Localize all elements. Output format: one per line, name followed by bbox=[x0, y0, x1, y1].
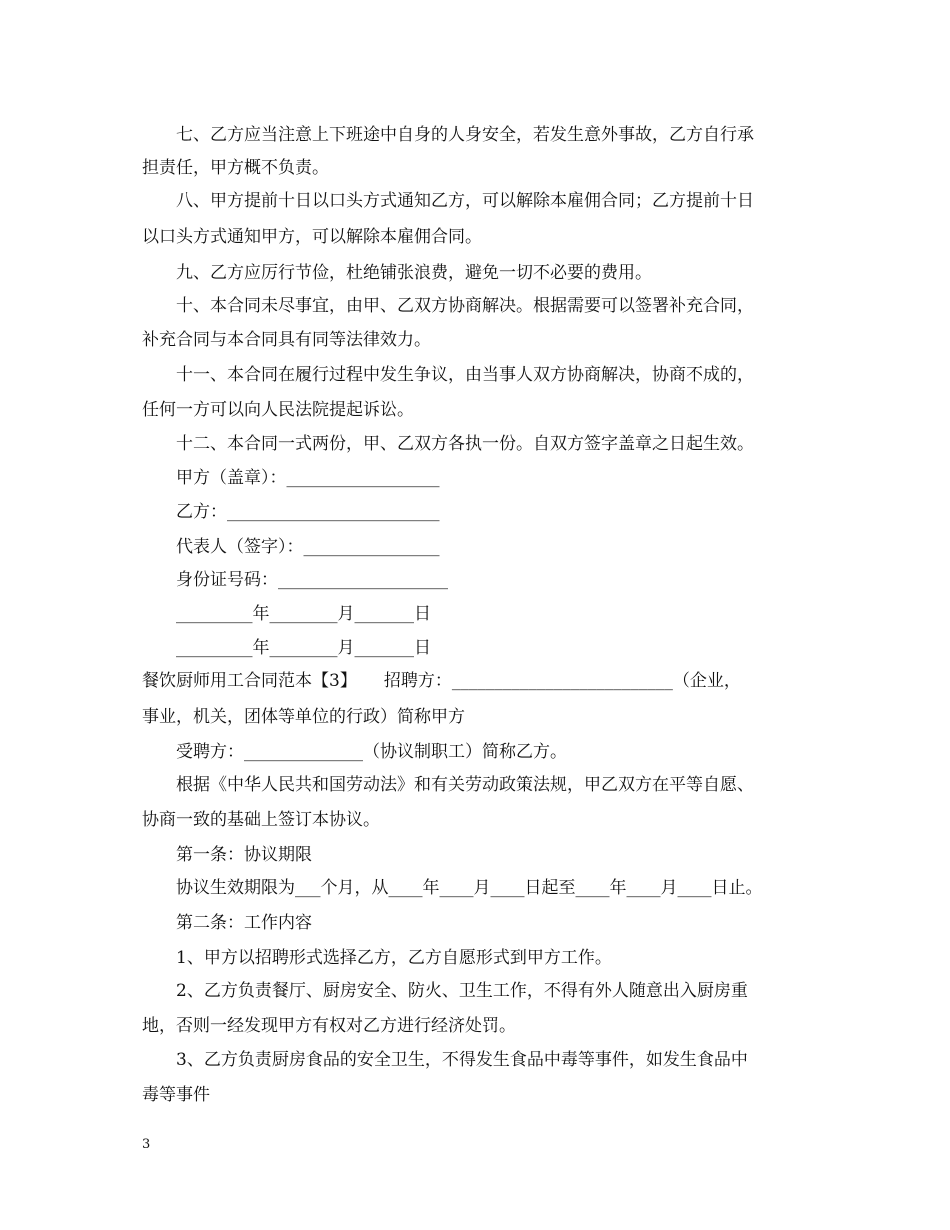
text-line: 协议生效期限为___个月，从____年____月____日起至____年____月____日止。 bbox=[176, 878, 763, 898]
text-line: 八、甲方提前十日以口头方式通知乙方，可以解除本雇佣合同；乙方提前十日 bbox=[176, 191, 754, 211]
signature-party-b: 乙方：_________________________ bbox=[176, 502, 440, 522]
signature-party-a: 甲方（盖章）：__________________ bbox=[176, 468, 440, 488]
text-line: 1、甲方以招聘形式选择乙方，乙方自愿形式到甲方工作。 bbox=[176, 948, 612, 968]
page-number: 3 bbox=[142, 1137, 151, 1152]
text-line: 任何一方可以向人民法院提起诉讼。 bbox=[142, 400, 414, 420]
signature-representative: 代表人（签字）：________________ bbox=[176, 537, 440, 557]
text-line: 十、本合同未尽事宜，由甲、乙双方协商解决。根据需要可以签署补充合同， bbox=[176, 296, 754, 316]
text-line: 受聘方：______________（协议制职工）简称乙方。 bbox=[176, 742, 567, 762]
signature-id-number: 身份证号码：____________________ bbox=[176, 570, 448, 590]
signature-date: _________年________月_______日 bbox=[176, 638, 431, 658]
text-line: 十一、本合同在履行过程中发生争议，由当事人双方协商解决，协商不成的， bbox=[176, 365, 754, 385]
text-line: 九、乙方应厉行节俭，杜绝铺张浪费，避免一切不必要的费用。 bbox=[176, 263, 652, 283]
article-heading: 第一条：协议期限 bbox=[176, 845, 312, 865]
text-line: 担责任，甲方概不负责。 bbox=[142, 158, 329, 178]
text-line: 以口头方式通知甲方，可以解除本雇佣合同。 bbox=[142, 227, 482, 247]
text-line: 协商一致的基础上签订本协议。 bbox=[142, 810, 380, 830]
text-line: 地，否则一经发现甲方有权对乙方进行经济处罚。 bbox=[142, 1016, 516, 1036]
text-line: 2、乙方负责餐厅、厨房安全、防火、卫生工作，不得有外人随意出入厨房重 bbox=[176, 981, 748, 1001]
article-heading: 第二条：工作内容 bbox=[176, 913, 312, 933]
signature-date: _________年________月_______日 bbox=[176, 604, 431, 624]
text-line: 毒等事件 bbox=[142, 1085, 210, 1105]
text-line: 3、乙方负责厨房食品的安全卫生，不得发生食品中毒等事件，如发生食品中 bbox=[176, 1050, 748, 1070]
text-line: 七、乙方应当注意上下班途中自身的人身安全，若发生意外事故，乙方自行承 bbox=[176, 125, 754, 145]
section-heading: 餐饮厨师用工合同范本【3】 招聘方：__________________________（企业， bbox=[142, 671, 741, 691]
text-line: 十二、本合同一式两份，甲、乙双方各执一份。自双方签字盖章之日起生效。 bbox=[176, 434, 754, 454]
text-line: 根据《中华人民共和国劳动法》和有关劳动政策法规，甲乙双方在平等自愿、 bbox=[176, 775, 754, 795]
text-line: 事业，机关，团体等单位的行政）简称甲方 bbox=[142, 707, 465, 727]
text-line: 补充合同与本合同具有同等法律效力。 bbox=[142, 330, 431, 350]
